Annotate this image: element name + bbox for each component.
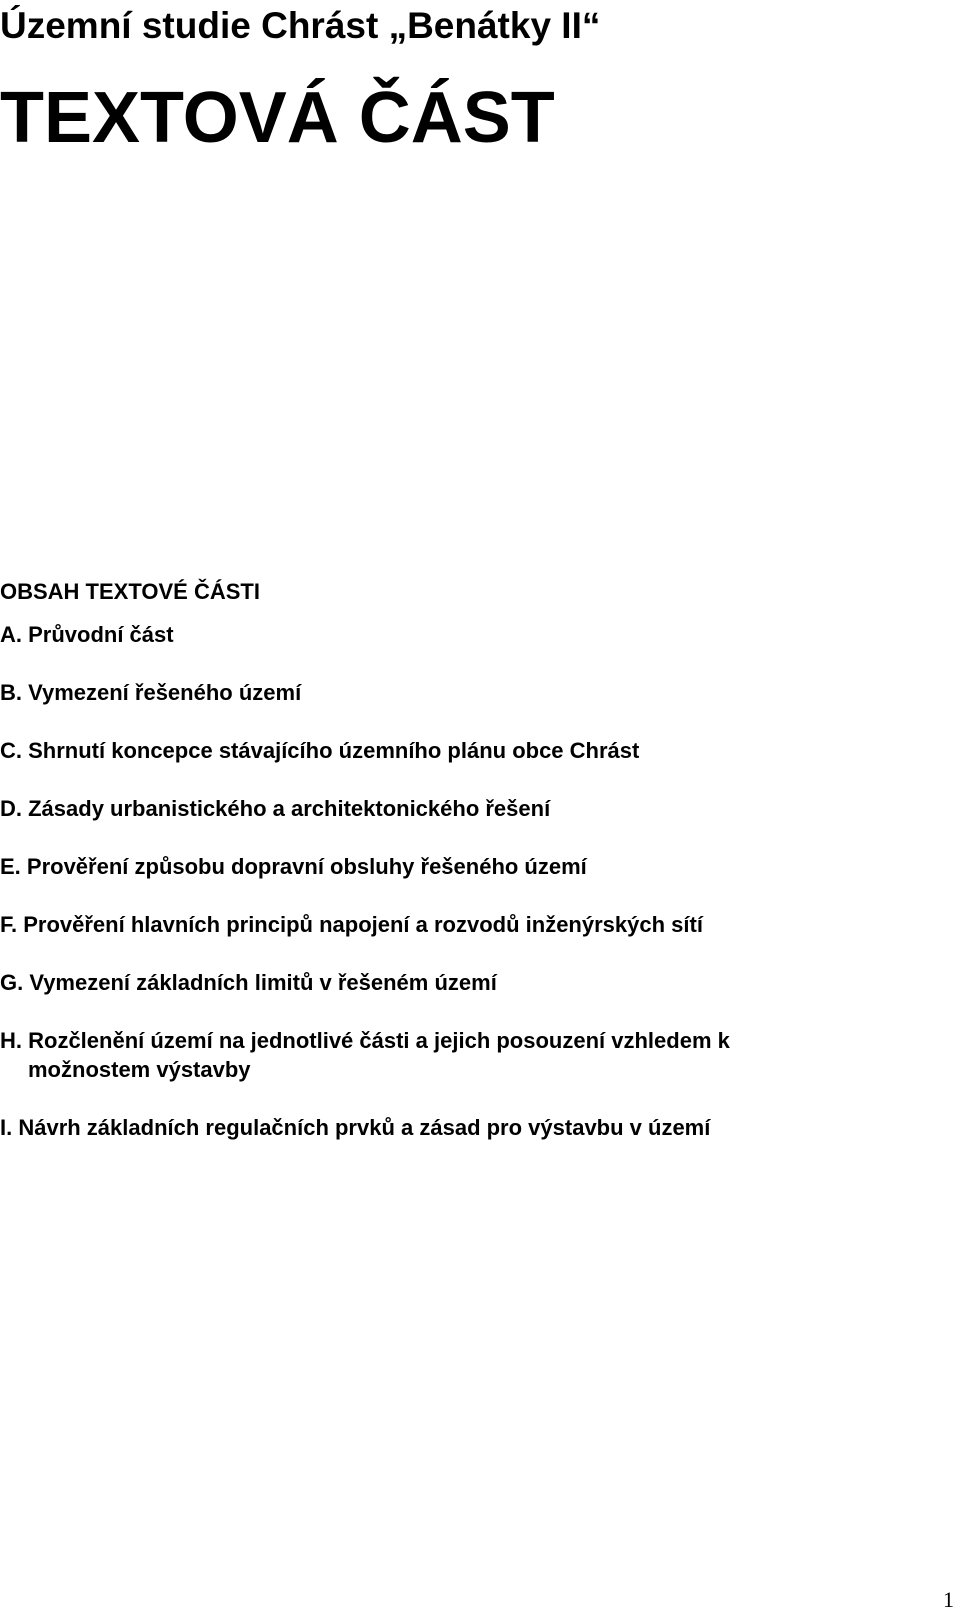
document-subtitle: Územní studie Chrást „Benátky II“ (0, 5, 601, 46)
toc-heading: OBSAH TEXTOVÉ ČÁSTI (0, 579, 260, 604)
page-number: 1 (943, 1587, 954, 1612)
toc-item-g: G. Vymezení základních limitů v řešeném území (0, 970, 497, 995)
table-of-contents (0, 620, 940, 1171)
toc-item-f: F. Prověření hlavních principů napojení a rozvodů inženýrských sítí (0, 912, 703, 937)
toc-item-a: A. Průvodní část (0, 622, 174, 647)
page-title: TEXTOVÁ ČÁST (0, 78, 555, 158)
toc-item-c: C. Shrnutí koncepce stávajícího územního plánu obce Chrást (0, 738, 640, 763)
toc-item-e: E. Prověření způsobu dopravní obsluhy řešeného území (0, 854, 587, 879)
toc-item-d: D. Zásady urbanistického a architektonického řešení (0, 796, 551, 821)
toc-item-i: I. Návrh základních regulačních prvků a zásad pro výstavbu v území (0, 1115, 711, 1140)
toc-item-b: B. Vymezení řešeného území (0, 680, 302, 705)
toc-item-h: H. Rozčlenění území na jednotlivé části a jejich posouzení vzhledem k možnostem výstavby (0, 1028, 730, 1082)
